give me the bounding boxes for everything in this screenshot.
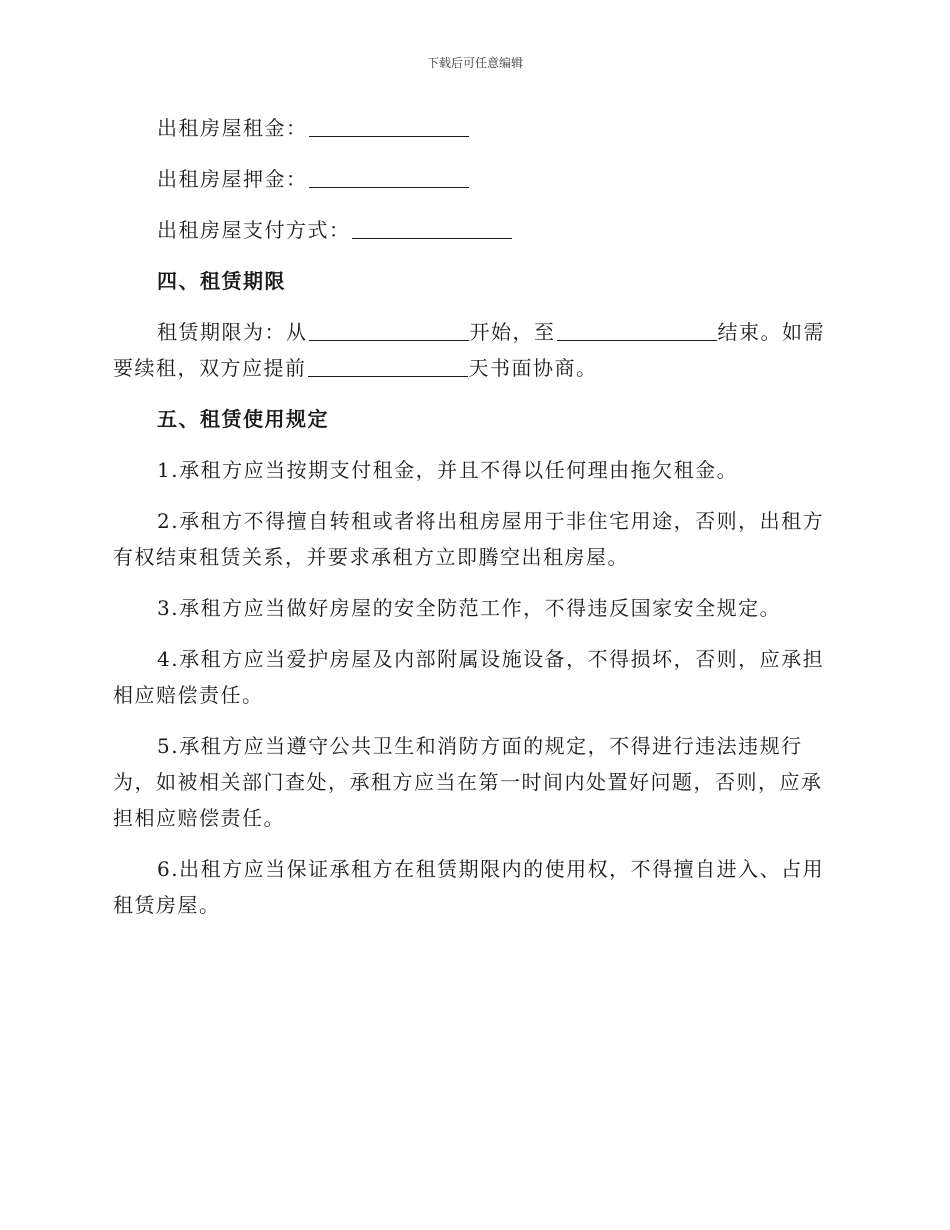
payment-field: [113, 212, 833, 248]
lease-term-to-label: 开始，至: [469, 320, 556, 344]
rent-blank[interactable]: [309, 116, 469, 137]
rule-item-6-line-1: 6.出租方应当保证承租方在租赁期限内的使用权，不得擅自进入、占用: [157, 857, 825, 881]
rule-item-2-line-1: 2.承租方不得擅自转租或者将出租房屋用于非住宅用途，否则，出租方: [157, 509, 825, 533]
lease-term-end-label: 结束。如需: [717, 320, 825, 344]
page-header: 下载后可任意编辑: [426, 56, 523, 70]
rule-item-4-line-2: 相应赔偿责任。: [113, 683, 264, 707]
rule-item-6-line-2: 租赁房屋。: [113, 893, 221, 917]
document-body: [113, 110, 833, 923]
rule-item-2-line-2: 有权结束租赁关系，并要求承租方立即腾空出租房屋。: [113, 545, 629, 569]
lease-term-from-label: 租赁期限为：从: [157, 320, 308, 344]
section-4-title: 四、租赁期限: [157, 269, 286, 293]
rent-label: 出租房屋租金：: [157, 116, 308, 140]
rule-item-1: 1.承租方应当按期支付租金，并且不得以任何理由拖欠租金。: [157, 458, 739, 482]
rule-item-4-line-1: 4.承租方应当爱护房屋及内部附属设施设备，不得损坏，否则，应承担: [157, 647, 825, 671]
rule-item-5-line-3: 担相应赔偿责任。: [113, 806, 285, 830]
rule-item-5-line-1: 5.承租方应当遵守公共卫生和消防方面的规定，不得进行违法违规行: [157, 734, 803, 758]
rule-item-3: 3.承租方应当做好房屋的安全防范工作，不得违反国家安全规定。: [157, 596, 782, 620]
rule-item-6: [113, 851, 833, 923]
renewal-label: 要续租，双方应提前: [113, 356, 307, 380]
deposit-blank[interactable]: [309, 167, 469, 188]
rule-item-4: [113, 641, 833, 713]
section-4-paragraph: [113, 314, 833, 386]
deposit-label: 出租房屋押金：: [157, 167, 308, 191]
rule-item-2: [113, 503, 833, 575]
rule-item-5-line-2: 为，如被相关部门查处，承租方应当在第一时间内处置好问题，否则，应承: [113, 770, 823, 794]
lease-term-line-1: [113, 314, 833, 350]
deposit-field: [113, 161, 833, 197]
rule-item-5: [113, 728, 833, 836]
renewal-suffix: 天书面协商。: [468, 356, 598, 380]
rent-field: [113, 110, 833, 146]
lease-end-blank[interactable]: [557, 320, 717, 341]
lease-start-blank[interactable]: [309, 320, 469, 341]
lease-term-line-2: [113, 350, 833, 386]
renewal-days-blank[interactable]: [308, 356, 468, 377]
section-5-title: 五、租赁使用规定: [157, 407, 329, 431]
payment-blank[interactable]: [352, 218, 512, 239]
payment-label: 出租房屋支付方式：: [157, 218, 351, 242]
